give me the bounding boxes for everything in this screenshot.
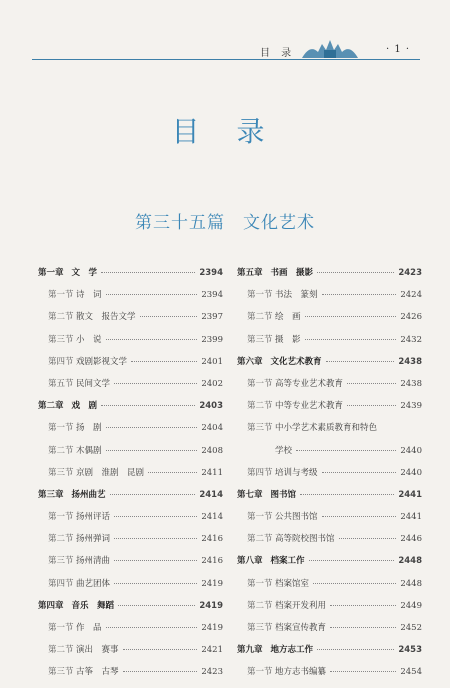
toc-entry-title: 摄 影 <box>275 334 301 345</box>
toc-page-number: 2432 <box>400 334 422 345</box>
toc-leader-dots <box>347 405 396 406</box>
toc-section-row[interactable] <box>237 399 422 421</box>
toc-entry-title: 京剧 淮剧 昆剧 <box>76 467 145 478</box>
toc-entry-number: 第二节 <box>247 312 273 323</box>
toc-entry-title: 作 品 <box>76 623 102 633</box>
toc-section-row[interactable] <box>38 355 223 377</box>
header-rule <box>32 59 420 60</box>
toc-entry-title: 诗 词 <box>76 290 102 301</box>
toc-page-number: 2416 <box>201 534 223 545</box>
toc-section-row[interactable] <box>237 621 422 643</box>
toc-leader-dots <box>317 272 394 273</box>
toc-page-number: 2440 <box>400 445 422 456</box>
toc-page-number: 2438 <box>398 356 422 367</box>
toc-page-number: 2441 <box>398 489 422 500</box>
toc-page-number: 2423 <box>398 268 422 278</box>
toc-leader-dots <box>140 316 198 317</box>
toc-entry-title: 文化艺术教育 <box>270 356 322 367</box>
toc-entry-title: 音乐 舞蹈 <box>71 600 115 611</box>
toc-page-number: 2454 <box>400 667 422 678</box>
toc-leader-dots <box>123 649 198 650</box>
toc-entry-number: 第一节 <box>247 512 273 523</box>
toc-section-row[interactable] <box>38 532 223 554</box>
toc-page-number: 2448 <box>400 578 422 589</box>
toc-leader-dots <box>114 516 197 517</box>
toc-chapter-row[interactable] <box>237 488 422 510</box>
toc-entry-number: 第一节 <box>48 512 74 523</box>
toc-section-row[interactable] <box>237 510 422 532</box>
toc-chapter-row[interactable] <box>237 554 422 576</box>
part-number: 第三十五篇 <box>135 213 225 233</box>
toc-page-number: 2423 <box>201 667 223 678</box>
toc-page-number: 2452 <box>400 623 422 633</box>
toc-entry-number: 第三节 <box>247 423 273 434</box>
toc-page-number: 2449 <box>400 600 422 611</box>
toc-page-number: 2416 <box>201 556 223 567</box>
toc-entry-title: 绘 画 <box>275 312 301 323</box>
toc-section-row[interactable] <box>237 288 422 310</box>
toc-entry-title: 档案馆室 <box>275 578 310 589</box>
toc-entry-number: 第四章 <box>38 600 64 611</box>
toc-section-row[interactable] <box>237 421 422 443</box>
toc-entry-number: 第一章 <box>38 268 64 278</box>
toc-page-number: 2403 <box>199 401 223 412</box>
toc-section-row[interactable] <box>237 599 422 621</box>
part-name: 文化艺术 <box>243 213 315 233</box>
toc-entry-title: 书法 篆刻 <box>275 290 318 301</box>
toc-page-number: 2448 <box>398 556 422 567</box>
toc-section-row[interactable] <box>38 288 223 310</box>
toc-page-number: 2397 <box>201 312 223 323</box>
toc-section-row[interactable] <box>237 466 422 488</box>
toc-leader-dots <box>131 361 197 362</box>
toc-leader-dots <box>300 494 394 495</box>
toc-section-row[interactable] <box>38 421 223 443</box>
toc-leader-dots <box>114 383 197 384</box>
toc-leader-dots <box>101 272 195 273</box>
toc-chapter-row[interactable] <box>237 266 422 288</box>
toc-left-column <box>38 266 223 688</box>
toc-leader-dots <box>330 671 396 672</box>
toc-entry-title: 民间文学 <box>76 378 111 389</box>
toc-entry-number: 第四节 <box>48 356 74 367</box>
toc-leader-dots <box>114 538 197 539</box>
toc-section-row[interactable] <box>38 377 223 399</box>
toc-entry-number: 第一节 <box>247 378 273 389</box>
toc-leader-dots <box>309 560 395 561</box>
toc-page-number: 2441 <box>400 512 422 523</box>
toc-chapter-row[interactable] <box>237 355 422 377</box>
toc-leader-dots <box>296 450 396 451</box>
toc-page-number: 2399 <box>201 334 223 345</box>
toc-entry-title: 演出 赛事 <box>76 645 119 656</box>
part-title <box>0 208 450 233</box>
toc-leader-dots <box>106 294 198 295</box>
toc-leader-dots <box>305 339 397 340</box>
toc-leader-dots <box>322 472 397 473</box>
toc-leader-dots <box>148 472 197 473</box>
toc-entry-title: 档案开发利用 <box>275 600 327 611</box>
toc-entry-number: 第二章 <box>38 401 64 412</box>
toc-entry-title: 公共图书馆 <box>275 512 318 523</box>
toc-section-row[interactable] <box>38 577 223 599</box>
toc-page-number: 2394 <box>201 290 223 301</box>
toc-entry-number: 第三节 <box>48 556 74 567</box>
toc-leader-dots <box>114 583 197 584</box>
toc-section-row[interactable] <box>38 554 223 576</box>
toc-entry-number: 第二节 <box>48 312 74 323</box>
toc-page-number: 2414 <box>201 512 223 523</box>
toc-leader-dots <box>330 605 396 606</box>
toc-entry-number: 第六章 <box>237 356 263 367</box>
toc-section-row[interactable] <box>38 621 223 643</box>
toc-leader-dots <box>330 627 396 628</box>
toc-page-number: 2421 <box>201 645 223 656</box>
toc-entry-number: 第二节 <box>247 401 273 412</box>
toc-leader-dots <box>326 361 395 362</box>
toc-leader-dots <box>305 316 397 317</box>
toc-section-row[interactable] <box>237 577 422 599</box>
toc-page-number: 2424 <box>400 290 422 301</box>
toc-entry-title: 高等专业艺术教育 <box>275 378 344 389</box>
toc-entry-number: 第一节 <box>247 578 273 589</box>
toc-entry-title: 小 说 <box>76 334 102 345</box>
toc-leader-dots <box>114 560 197 561</box>
toc-section-row[interactable] <box>237 444 422 466</box>
toc-entry-number: 第三章 <box>38 489 64 500</box>
toc-section-row[interactable] <box>237 377 422 399</box>
toc-entry-number: 第三节 <box>247 334 273 345</box>
toc-entry-title: 扬 剧 <box>76 423 102 434</box>
toc-entry-title: 中等专业艺术教育 <box>275 401 344 412</box>
toc-entry-number: 第八章 <box>237 556 263 567</box>
toc-entry-title: 培训与考级 <box>275 467 318 478</box>
toc-entry-title: 学校 <box>275 445 293 456</box>
toc-section-row[interactable] <box>38 643 223 665</box>
toc-page-number: 2419 <box>199 600 223 611</box>
toc-leader-dots <box>118 605 195 606</box>
toc-page-number: 2402 <box>201 378 223 389</box>
toc-entry-number: 第二节 <box>247 534 273 545</box>
toc-entry-number: 第二节 <box>48 445 74 456</box>
page-title: 目 录 <box>171 115 279 148</box>
toc-section-row[interactable] <box>237 532 422 554</box>
toc-leader-dots <box>317 649 394 650</box>
toc-page-number: 2440 <box>400 467 422 478</box>
toc-chapter-row[interactable] <box>38 399 223 421</box>
toc-section-row[interactable] <box>38 510 223 532</box>
toc-entry-title: 书画 摄影 <box>270 268 314 278</box>
toc-page-number: 2419 <box>201 623 223 633</box>
toc-leader-dots <box>106 339 198 340</box>
toc-page-number: 2438 <box>400 378 422 389</box>
toc-section-row[interactable] <box>38 466 223 488</box>
toc-leader-dots <box>110 494 196 495</box>
toc-leader-dots <box>106 627 198 628</box>
toc-leader-dots <box>106 427 198 428</box>
toc-leader-dots <box>347 383 396 384</box>
toc-page-number: 2394 <box>199 268 223 278</box>
toc-page-number: 2419 <box>201 578 223 589</box>
toc-page-number: 2408 <box>201 445 223 456</box>
toc-entry-number: 第三节 <box>247 623 273 633</box>
toc-entry-number: 第一节 <box>48 290 74 301</box>
toc-leader-dots <box>106 450 198 451</box>
toc-entry-title: 戏 剧 <box>71 401 98 412</box>
toc-entry-number: 第一节 <box>48 623 74 633</box>
toc-page-number: 2446 <box>400 534 422 545</box>
toc-page-number: 2401 <box>201 356 223 367</box>
toc-entry-title: 高等院校图书馆 <box>275 534 335 545</box>
toc-page-number: 2414 <box>199 489 223 500</box>
toc-chapter-row[interactable] <box>38 266 223 288</box>
toc-section-row[interactable] <box>38 444 223 466</box>
toc-leader-dots <box>322 294 397 295</box>
toc-entry-title: 扬州弹词 <box>76 534 111 545</box>
toc-entry-number: 第一节 <box>48 423 74 434</box>
toc-page-number: 2439 <box>400 401 422 412</box>
toc-entry-title: 木偶剧 <box>76 445 102 456</box>
toc-leader-dots <box>322 516 397 517</box>
toc-section-row[interactable] <box>38 310 223 332</box>
toc-entry-title: 地方志书编纂 <box>275 667 327 678</box>
toc-entry-number: 第四节 <box>48 578 74 589</box>
running-header-title: 目 录 <box>260 48 296 59</box>
toc-entry-title: 戏剧影视文学 <box>76 356 128 367</box>
toc-entry-number: 第五章 <box>237 268 263 278</box>
toc-page-number: 2453 <box>398 645 422 656</box>
running-header-page-number: · 1 · <box>386 44 411 55</box>
toc-chapter-row[interactable] <box>38 599 223 621</box>
toc-right-column <box>237 266 422 688</box>
toc-section-row[interactable] <box>237 310 422 332</box>
toc-entry-title: 图书馆 <box>270 489 297 500</box>
toc-section-row[interactable] <box>38 333 223 355</box>
toc-entry-number: 第四节 <box>247 467 273 478</box>
toc-entry-number: 第五节 <box>48 378 74 389</box>
toc-entry-number: 第二节 <box>247 600 273 611</box>
toc-entry-title: 扬州曲艺 <box>71 489 106 500</box>
toc-chapter-row[interactable] <box>38 488 223 510</box>
toc-entry-number: 第三节 <box>48 667 74 678</box>
toc-entry-title: 地方志工作 <box>270 645 314 656</box>
toc-entry-title: 扬州评话 <box>76 512 111 523</box>
toc-entry-title: 中小学艺术素质教育和特色 <box>275 423 378 434</box>
toc-entry-number: 第二节 <box>48 534 74 545</box>
toc-entry-number: 第三节 <box>48 467 74 478</box>
toc-entry-number: 第七章 <box>237 489 263 500</box>
toc-entry-title: 古筝 古琴 <box>76 667 119 678</box>
toc-entry-number: 第一节 <box>247 290 273 301</box>
toc-page-number: 2404 <box>201 423 223 434</box>
toc-section-row[interactable] <box>237 665 422 687</box>
toc-entry-number: 第九章 <box>237 645 263 656</box>
toc-section-row[interactable] <box>237 333 422 355</box>
toc-page-number: 2411 <box>201 467 223 478</box>
toc-entry-title: 散文 报告文学 <box>76 312 136 323</box>
toc-leader-dots <box>123 671 198 672</box>
toc-leader-dots <box>313 583 396 584</box>
toc-section-row[interactable] <box>38 665 223 687</box>
toc-entry-title: 档案工作 <box>270 556 305 567</box>
toc-entry-title: 曲艺团体 <box>76 578 111 589</box>
toc-entry-number: 第二节 <box>48 645 74 656</box>
toc-entry-title: 文 学 <box>71 268 98 278</box>
toc-leader-dots <box>101 405 195 406</box>
toc-entry-title: 档案宣传教育 <box>275 623 327 633</box>
toc-entry-number: 第一节 <box>247 667 273 678</box>
toc-entry-title: 扬州清曲 <box>76 556 111 567</box>
toc-page-number: 2426 <box>400 312 422 323</box>
toc-entry-number: 第三节 <box>48 334 74 345</box>
toc-leader-dots <box>339 538 397 539</box>
toc-chapter-row[interactable] <box>237 643 422 665</box>
